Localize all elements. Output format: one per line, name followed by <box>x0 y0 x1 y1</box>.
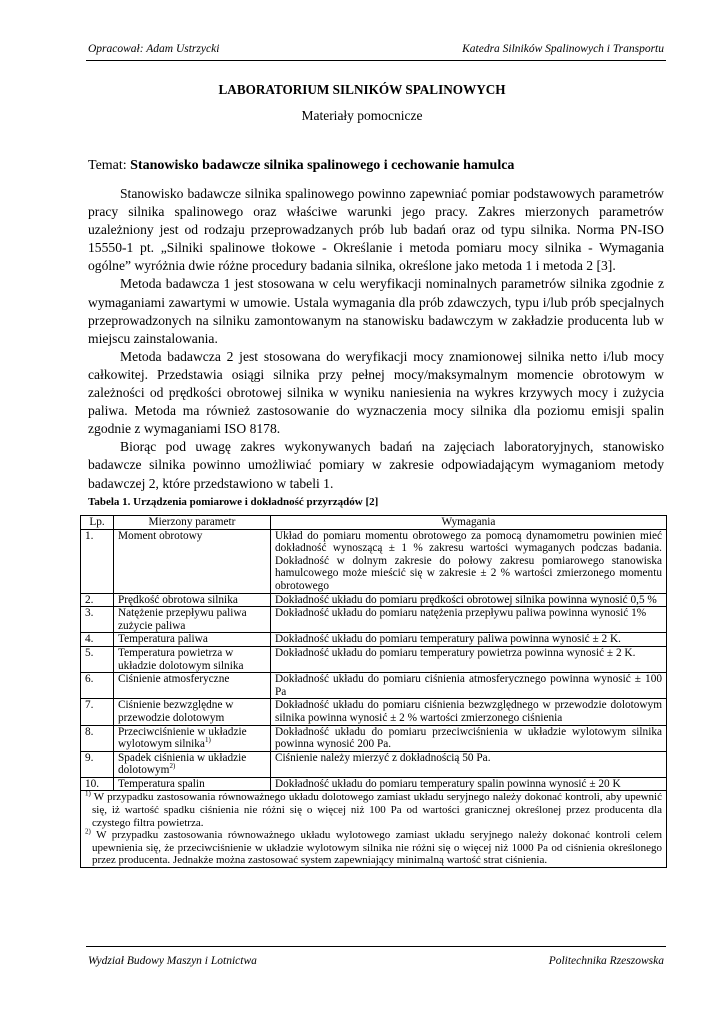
footnote-text: W przypadku zastosowania równoważnego układu dolotowego zamiast układu seryjnego należy dokonać kontroli, aby upewnić się, iż wartość spadku ciśnienia nie różni się o więcej niż 100 Pa od wartości granicznej określonej przez producenta dla czystego filtra powietrza. <box>90 791 662 829</box>
row-number: 4. <box>81 633 114 647</box>
table-row <box>81 593 667 607</box>
table-body <box>81 529 667 867</box>
footnote <box>85 791 662 829</box>
row-number: 7. <box>81 699 114 725</box>
row-number: 9. <box>81 751 114 777</box>
row-parameter: Ciśnienie bezwzględne w przewodzie dolotowym <box>118 699 234 724</box>
topic-line <box>88 158 514 174</box>
table-row <box>81 633 667 647</box>
paragraph-3: Metoda badawcza 2 jest stosowana do weryfikacji mocy znamionowej silnika netto i/lub mocy całkowitej. Przedstawia osiągi silnika przy pełnej mocy/maksymalnym momencie obrotowym w zależności od prędkości obrotowej silnika w wyniku naniesienia na wykres krzywych mocy i zużycia paliwa. Metoda ma również zastosowanie do wyznaczenia mocy silnika dla poziomu emisji spalin zgodnie z wymaganiami ISO 8178. <box>88 348 664 437</box>
header-parameter: Mierzony parametr <box>114 516 271 530</box>
body-text <box>88 185 664 493</box>
row-parameter-cell <box>114 529 271 593</box>
paragraph-1: Stanowisko badawcze silnika spalinowego powinno zapewniać pomiar podstawowych parametrów pracy silnika spalinowego oraz właściwe warunki jego pracy. Zakres mierzonych parametrów uzależniony jest od rodzaju przeprowadzanych prób lub badań oraz od typu silnika. Norma PN-ISO 15550-1 pt. „Silniki spalinowe tłokowe - Określanie i metoda pomiaru mocy silnika - Wymagania ogólne” wyróżnia dwie różne procedury badania silnika, określone jako metoda 1 i metoda 2 [3]. <box>88 186 664 274</box>
row-requirement: Dokładność układu do pomiaru przeciwciśnienia w układzie wylotowym silnika powinna wynosić 200 Pa. <box>271 725 667 751</box>
page-footer <box>88 955 664 967</box>
header-rule <box>86 60 666 61</box>
row-number: 8. <box>81 725 114 751</box>
footnote-reference: 2) <box>169 762 176 771</box>
row-parameter-cell <box>114 725 271 751</box>
topic-text: Stanowisko badawcze silnika spalinowego i cechowanie hamulca <box>130 158 515 173</box>
row-requirement: Ciśnienie należy mierzyć z dokładnością 50 Pa. <box>271 751 667 777</box>
row-requirement: Dokładność układu do pomiaru prędkości obrotowej silnika powinna wynosić 0,5 % <box>271 593 667 607</box>
row-parameter: Moment obrotowy <box>118 529 203 542</box>
table-caption: Tabela 1. Urządzenia pomiarowe i dokładność przyrządów [2] <box>88 496 379 508</box>
row-number: 2. <box>81 593 114 607</box>
row-parameter-cell <box>114 646 271 672</box>
paragraph-2: Metoda badawcza 1 jest stosowana w celu weryfikacji nominalnych parametrów silnika zgodnie z wymaganiami zawartymi w umowie. Ustala wymagania dla prób zdawczych, typu i/lub prób specjalnych przeprowadzonych na silniku zamontowanym na stanowisku badawczym w zakładzie producenta lub w miejscu zainstalowania. <box>88 276 664 346</box>
footnote-mark: 2) <box>85 827 91 836</box>
row-parameter-cell <box>114 633 271 647</box>
row-parameter: Prędkość obrotowa silnika <box>118 593 238 606</box>
table-row <box>81 646 667 672</box>
paragraph-4: Biorąc pod uwagę zakres wykonywanych badań na zajęciach laboratoryjnych, stanowisko badawcze silnika powinno umożliwiać pomiary w zakresie odpowiadającym wymaganiom metody badawczej 2, które przedstawiono w tabeli 1. <box>88 439 664 491</box>
row-requirement: Dokładność układu do pomiaru temperatury powietrza powinna wynosić ± 2 K. <box>271 646 667 672</box>
page-header <box>88 43 664 55</box>
row-number: 6. <box>81 673 114 699</box>
footer-rule <box>86 946 666 947</box>
row-number: 10. <box>81 777 114 791</box>
header-requirements: Wymagania <box>271 516 667 530</box>
row-requirement: Dokładność układu do pomiaru temperatury spalin powinna wynosić ± 20 K <box>271 777 667 791</box>
row-number: 3. <box>81 607 114 633</box>
table-row <box>81 725 667 751</box>
row-parameter: Spadek ciśnienia w układzie dolotowym <box>118 751 247 777</box>
row-parameter: Temperatura powietrza w układzie dolotowym silnika <box>118 646 244 672</box>
row-requirement: Dokładność układu do pomiaru temperatury paliwa powinna wynosić ± 2 K. <box>271 633 667 647</box>
table-row <box>81 699 667 725</box>
footnote-text: W przypadku zastosowania równoważnego układu wylotowego zamiast układu seryjnego należy dokonać kontroli celem upewnienia się, że przeciwciśnienie w układzie wylotowym silnika nie różni się o więcej niż 1000 Pa od ciśnienia określonego przez producenta. Jednakże można zastosować system zapewniający minimalną wartość strat ciśnienia. <box>90 829 662 867</box>
footnotes-cell <box>81 791 667 868</box>
row-requirement: Dokładność układu do pomiaru ciśnienia atmosferycznego powinna wynosić ± 100 Pa <box>271 673 667 699</box>
footnote <box>85 829 662 867</box>
row-parameter: Ciśnienie atmosferyczne <box>118 673 230 686</box>
row-parameter: Temperatura spalin <box>118 777 205 790</box>
row-parameter-cell <box>114 699 271 725</box>
row-number: 1. <box>81 529 114 593</box>
row-number: 5. <box>81 646 114 672</box>
row-parameter-cell <box>114 673 271 699</box>
table-row <box>81 751 667 777</box>
document-subtitle: Materiały pomocnicze <box>301 108 423 123</box>
table-row <box>81 673 667 699</box>
row-requirement: Układ do pomiaru momentu obrotowego za pomocą dynamometru powinien mieć dokładność wynoszącą ± 1 % zakresu wartości wymaganych podczas badania. Dokładność w dolnym zakresie do połowy zakresu pomiarowego stanowiska hamulcowego może mieścić się w zakresie ± 2 % wartości zmierzonego momentu obrotowego <box>271 529 667 593</box>
document-title: LABORATORIUM SILNIKÓW SPALINOWYCH <box>218 82 506 97</box>
footnote-reference: 1) <box>204 736 211 745</box>
row-requirement: Dokładność układu do pomiaru natężenia przepływu paliwa powinna wynosić 1% <box>271 607 667 633</box>
row-parameter-cell <box>114 777 271 791</box>
footnote-mark: 1) <box>85 789 91 798</box>
row-parameter: Przeciwciśnienie w układzie wylotowym silnika <box>118 725 247 751</box>
row-parameter-cell <box>114 607 271 633</box>
table-row <box>81 607 667 633</box>
topic-label: Temat: <box>88 158 131 173</box>
footer-faculty: Wydział Budowy Maszyn i Lotnictwa <box>88 955 257 967</box>
footnotes-row <box>81 791 667 868</box>
row-parameter-cell <box>114 593 271 607</box>
header-lp: Lp. <box>81 516 114 530</box>
table-row <box>81 529 667 593</box>
row-parameter: Temperatura paliwa <box>118 633 208 646</box>
table-header-row <box>81 516 667 530</box>
footer-university: Politechnika Rzeszowska <box>548 955 664 967</box>
row-parameter-cell <box>114 751 271 777</box>
header-author: Opracował: Adam Ustrzycki <box>88 43 220 55</box>
row-requirement: Dokładność układu do pomiaru ciśnienia bezwzględnego w przewodzie dolotowym silnika powinna wynosić ± 2 % wartości zmierzonego ciśnienia <box>271 699 667 725</box>
requirements-table <box>80 515 667 868</box>
row-parameter: Natężenie przepływu paliwa zużycie paliwa <box>118 607 247 632</box>
table-row <box>81 777 667 791</box>
header-department: Katedra Silników Spalinowych i Transportu <box>462 43 664 55</box>
